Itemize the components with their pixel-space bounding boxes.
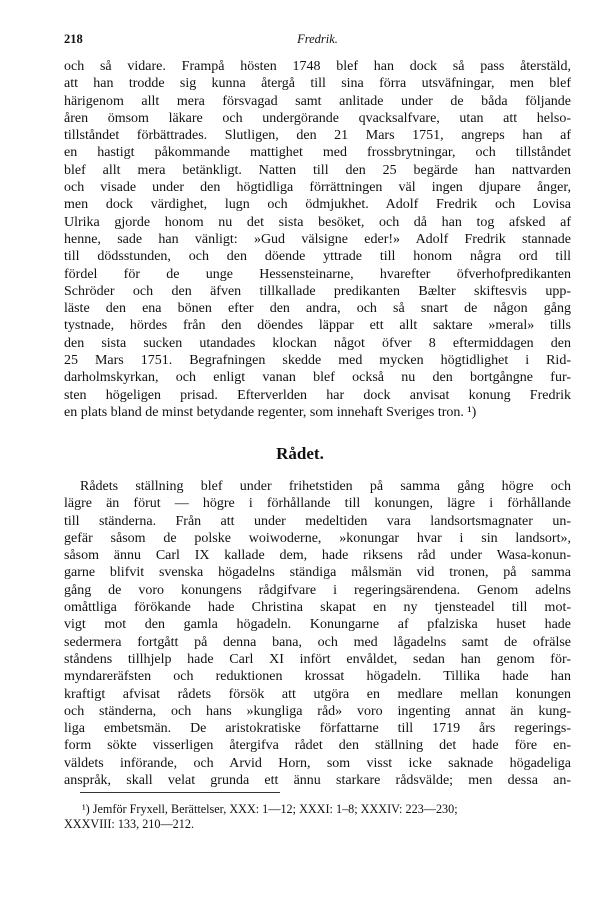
- text-line: gång de voro konungens rådgifvare i regeringsärendena. Genom adelns: [64, 582, 571, 598]
- text-line: till ständerna. Från att under medeltiden vara landsortsmagnater un-: [64, 513, 571, 529]
- text-line: 25 Mars 1751. Begrafningen skedde med mycken högtidlighet i Rid-: [64, 353, 571, 369]
- text-line: Schröder och den äfven tillkallade predikanten Bælter skiftesvis upp-: [64, 283, 571, 299]
- text-line: ståndens tillhjelp hade Carl XI infört envåldet, sedan han genom för-: [64, 651, 571, 667]
- text-line: form sökte visserligen återgifva rådet den ställning det hade före en-: [64, 738, 571, 754]
- page-number: 218: [64, 32, 83, 46]
- text-line: Ulrika gjorde honom nu det sista besöket, och då han tog afsked af: [64, 214, 571, 230]
- text-line: lägre än förut — högre i förhållande till konungen, lägre i förhållande: [64, 496, 571, 512]
- text-line: henne, sade han vänligt: »Gud välsigne eder!» Adolf Fredrik stannade: [64, 231, 571, 247]
- text-line: myndareräfsten och reduktionen krossat högadeln. Tillika hade han: [64, 669, 571, 685]
- page-header: [64, 32, 571, 50]
- text-line: en plats bland de minst betydande regenter, som innehaft Sveriges tron. ¹): [64, 404, 477, 420]
- text-line: liga embetsmän. De aristokratiske författarne till 1719 års regerings-: [64, 721, 571, 737]
- text-line: väldets införande, och Arvid Horn, som visst icke saknade högadeliga: [64, 755, 571, 771]
- text-line: och ständerna, och hans »kungliga råd» voro ingenting annat än kung-: [64, 703, 571, 719]
- text-line: och så vidare. Frampå hösten 1748 blef han dock så pass återstäld,: [64, 59, 571, 74]
- text-line: sten högeligen prisad. Efterverlden har dock anvisat konung Fredrik: [64, 387, 571, 403]
- footnote: [64, 802, 571, 832]
- text-line: gefär såsom de polske woiwoderne, »konungar hvar i sin landsort»,: [64, 530, 571, 546]
- footnote-line: XXXVIII: 133, 210—212.: [64, 817, 194, 831]
- text-line: tystnade, hördes från den döendes läppar ett allt saktare »meral» tills: [64, 318, 571, 334]
- text-line: men dock värdighet, lugn och ödmjukhet. Adolf Fredrik och Lovisa: [64, 197, 571, 213]
- text-line: härigenom allt mera försvagad samt anlitade under de båda följande: [64, 93, 571, 109]
- text-line: blef allt mera betänkligt. Natten till den 25 begärde han nattvarden: [64, 162, 571, 178]
- text-line: darholmskyrkan, och enligt vanan blef också nu den bortgångne fur-: [64, 370, 571, 386]
- paragraph-fredrik-death: [64, 58, 571, 421]
- text-line: läste den ena bönen efter den andra, och så snart de någon gång: [64, 301, 571, 317]
- text-line: omåttliga förökande hade Christina skapat en ny tjensteadel till mot-: [64, 600, 571, 616]
- text-line: Rådets ställning blef under frihetstiden på samma gång högre och: [80, 479, 571, 494]
- paragraph-radet: [64, 478, 571, 789]
- text-line: fördel för de unge Hessensteinarne, hvarefter öfverhofpredikanten: [64, 266, 571, 282]
- text-line: vigt mot den gamla högadeln. Konungarne af pfalziska huset hade: [64, 617, 571, 633]
- text-line: att han trodde sig kunna återgå till sina förra utsväfningar, men blef: [64, 76, 571, 92]
- text-line: tillståndet förbättrades. Slutligen, den 21 Mars 1751, angreps han af: [64, 128, 571, 144]
- text-line: garne blifvit svenska högadelns ständiga målsmän vid tronen, på samma: [64, 565, 571, 581]
- footnote-rule: [80, 792, 280, 793]
- text-line: anspråk, skall velat grunda ett ännu starkare rådsvälde; men dessa an-: [64, 773, 571, 789]
- text-line: åren ömsom läkare och undergörande qvacksalfvare, utan att helso-: [64, 110, 571, 126]
- text-line: och visade under den högtidliga förrättningen väl ingen djupare ånger,: [64, 180, 571, 196]
- running-head: Fredrik.: [297, 32, 338, 46]
- footnote-line: ¹) Jemför Fryxell, Berättelser, XXX: 1—12; XXXI: 1–8; XXXIV: 223—230;: [82, 802, 458, 816]
- section-heading: Rådet.: [276, 444, 324, 463]
- text-line: kraftigt afvisat rådets försök att utgöra en medlare mellan konungen: [64, 686, 571, 702]
- text-line: den sista sucken utandades klockan något öfver 8 eftermiddagen den: [64, 335, 571, 351]
- text-line: till dödsstunden, och den döende yttrade till honom några ord till: [64, 249, 571, 265]
- text-line: sedermera fortgått på denna bana, och med lågadelns samt de ofrälse: [64, 634, 571, 650]
- text-line: en hastigt påkommande mattighet med frossbrytningar, och tillståndet: [64, 145, 571, 161]
- text-line: såsom ännu Carl IX kallade dem, hade riksens råd under Wasa-konun-: [64, 548, 571, 564]
